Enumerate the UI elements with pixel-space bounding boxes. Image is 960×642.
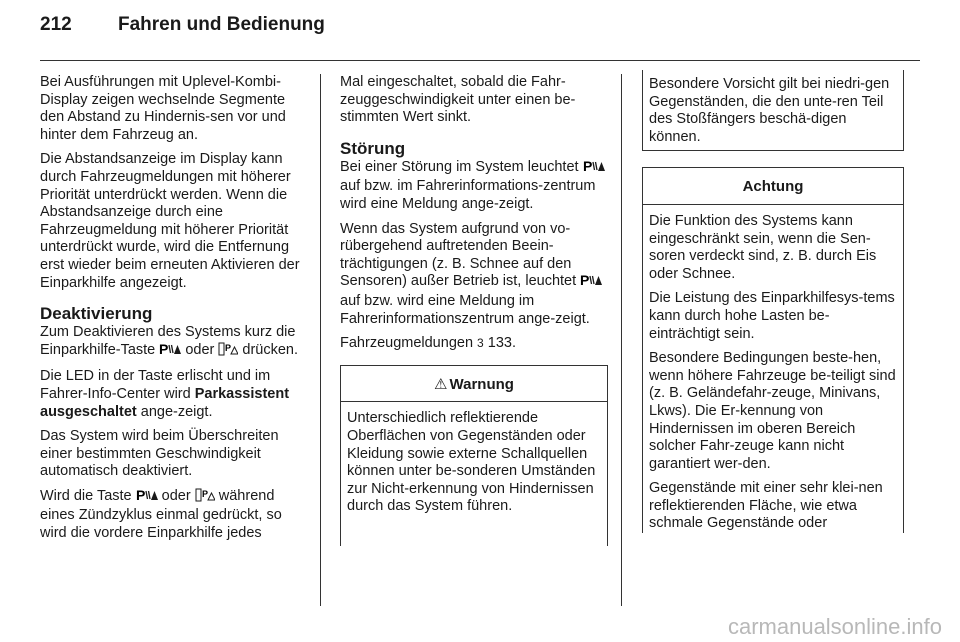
svg-text:P: P [135, 487, 145, 502]
note-box [642, 70, 904, 151]
svg-text:P: P [159, 341, 169, 356]
warning-text: Unterschiedlich reflektierende Oberflächen von Gegenständen oder Kleidung sowie externe Schallquellen können unter be-sonderen Umständen zur Nicht-erkennung von Hindernissen durch das System führen. [347, 410, 596, 515]
section-heading-fault: Störung [340, 138, 406, 158]
svg-text:P: P [582, 158, 592, 173]
note-text: Besondere Vorsicht gilt bei niedri-gen Gegenständen, die den unte-ren Teil des Stoßfängers beschä-digen können. [649, 76, 890, 145]
page-number: 212 [40, 14, 72, 35]
warning-title: ⚠ Warnung [341, 366, 607, 403]
page-header [40, 14, 325, 50]
park-assist-p-icon [580, 273, 602, 293]
svg-text:P: P [580, 273, 590, 288]
caution-text: Besondere Bedingungen beste-hen, wenn höhere Fahrzeuge be-teiligt sind (z. B. Geländefahr-zeuge, Minivans, Lkws). Die Er-kennung von Hindernissen im oberen Bereich solcher Fahr-zeuge kann nicht garantiert wer-den. [649, 350, 896, 472]
park-assist-side-icon [218, 342, 238, 362]
display-message: Parkassistent ausgeschaltet [40, 385, 290, 420]
warning-box [340, 365, 608, 546]
paragraph: Die Abstandsanzeige im Display kann durch Fahrzeugmeldungen mit höherer Priorität unterdrückt werden. Wenn die Abstandsanzeige durch eine Fahrzeugmeldung mit höherer Priorität unterdrückt wurde, wird die Entfernung erst wieder beim erneuten Aktivieren der Einparkhilfe angezeigt. [40, 151, 300, 291]
paragraph: Die LED in der Taste erlischt und im Fahrer-Info-Center wird Parkassistent ausgeschaltet ange-zeigt. [40, 368, 290, 420]
svg-text:P: P [225, 342, 232, 353]
watermark: carmanualsonline.info [727, 614, 942, 639]
svg-text:P: P [201, 488, 208, 499]
caution-text: Gegenstände mit einer sehr klei-nen reflektierenden Fläche, wie etwa schmale Gegenstände oder [649, 480, 883, 532]
paragraph: Wird die Taste P oder P während eines Zündzyklus einmal gedrückt, so wird die vordere Einparkhilfe jedes [40, 487, 282, 542]
column-1 [40, 74, 308, 550]
section-heading-deactivation: Deaktivierung [40, 304, 153, 324]
park-assist-p-icon [159, 342, 181, 362]
column-3 [642, 76, 904, 540]
column-divider-1 [320, 74, 321, 606]
paragraph: Fahrzeugmeldungen 3 133. [340, 335, 516, 352]
caution-text: Die Leistung des Einparkhilfesys-tems kann durch hohe Lasten be-einträchtigt sein. [649, 290, 895, 342]
park-assist-side-icon [195, 488, 215, 508]
warning-triangle-icon: ⚠ [434, 375, 448, 393]
paragraph: Bei einer Störung im System leuchtet P auf bzw. im Fahrerinformations-zentrum wird eine Meldung ange-zeigt. [340, 159, 608, 214]
paragraph: Bei Ausführungen mit Uplevel-Kombi-Display zeigen wechselnde Segmente den Abstand zu Hindernis-sen vor und hinter dem Fahrzeug an. [40, 74, 286, 143]
paragraph: Mal eingeschaltet, sobald die Fahr-zeuggeschwindigkeit unter einen be-stimmten Wert sinkt. [340, 74, 576, 126]
chapter-title: Fahren und Bedienung [118, 14, 325, 35]
page-reference-link[interactable]: 133. [487, 335, 516, 352]
caution-text: Die Funktion des Systems kann eingeschränkt sein, wenn die Sen-soren verdeckt sind, z. B. durch Eis oder Schnee. [649, 212, 877, 282]
column-2 [340, 74, 608, 546]
paragraph: Das System wird beim Überschreiten einer bestimmten Geschwindigkeit automatisch deaktiviert. [40, 428, 279, 480]
caution-title: Achtung [643, 168, 903, 205]
column-divider-2 [621, 74, 622, 606]
caution-box [642, 167, 904, 533]
park-assist-p-icon [136, 488, 158, 508]
park-assist-p-icon [583, 159, 605, 179]
header-rule [40, 60, 920, 61]
paragraph: Wenn das System aufgrund von vo-rübergehend auftretenden Beein-trächtigungen (z. B. Schnee auf den Sensoren) außer Betrieb ist, leuchtet P auf bzw. wird eine Meldung im Fahrerinformationszentrum ange-zeigt. [340, 221, 608, 329]
page-reference-arrow-icon: 3 [477, 336, 484, 351]
paragraph: Zum Deaktivieren des Systems kurz die Einparkhilfe-Taste P oder P drücken. [40, 324, 308, 361]
